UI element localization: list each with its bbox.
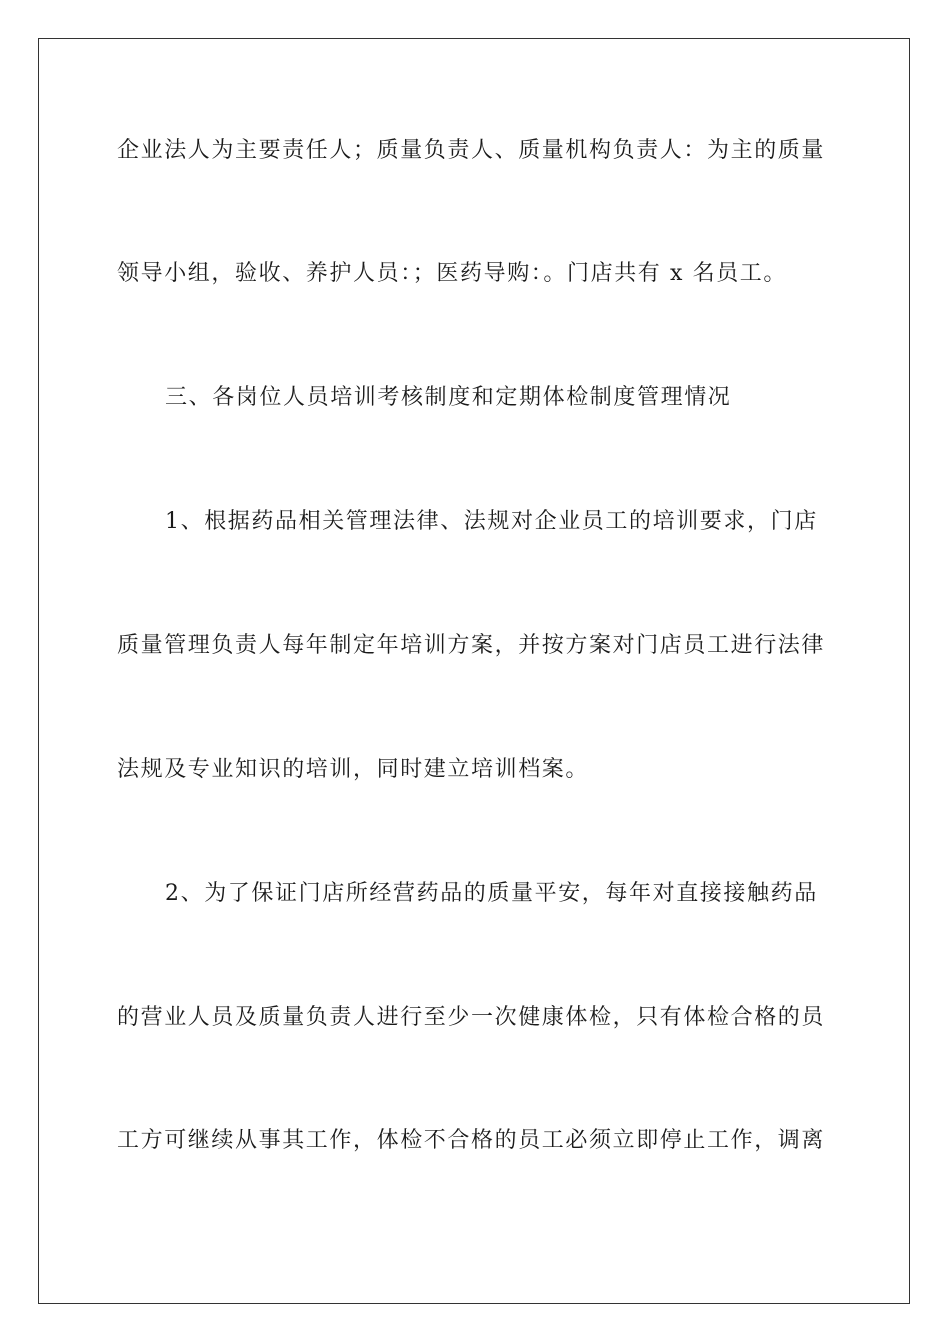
text-line-1: 企业法人为主要责任人；质量负责人、质量机构负责人：为主的质量 — [117, 138, 826, 163]
section-heading: 三、各岗位人员培训考核制度和定期体检制度管理情况 — [165, 385, 732, 410]
text-line-6: 法规及专业知识的培训，同时建立培训档案。 — [117, 757, 590, 782]
text-line-5: 质量管理负责人每年制定年培训方案，并按方案对门店员工进行法律 — [117, 633, 826, 658]
text-line-8: 的营业人员及质量负责人进行至少一次健康体检，只有体检合格的员 — [117, 1005, 826, 1030]
page-border — [38, 38, 910, 1304]
text-line-2: 领导小组，验收、养护人员：；医药导购：。门店共有 x 名员工。 — [117, 261, 787, 286]
text-line-4: 1、根据药品相关管理法律、法规对企业员工的培训要求，门店 — [165, 509, 818, 534]
text-line-9: 工方可继续从事其工作，体检不合格的员工必须立即停止工作，调离 — [117, 1128, 826, 1153]
text-line-7: 2、为了保证门店所经营药品的质量平安，每年对直接接触药品 — [165, 881, 818, 906]
